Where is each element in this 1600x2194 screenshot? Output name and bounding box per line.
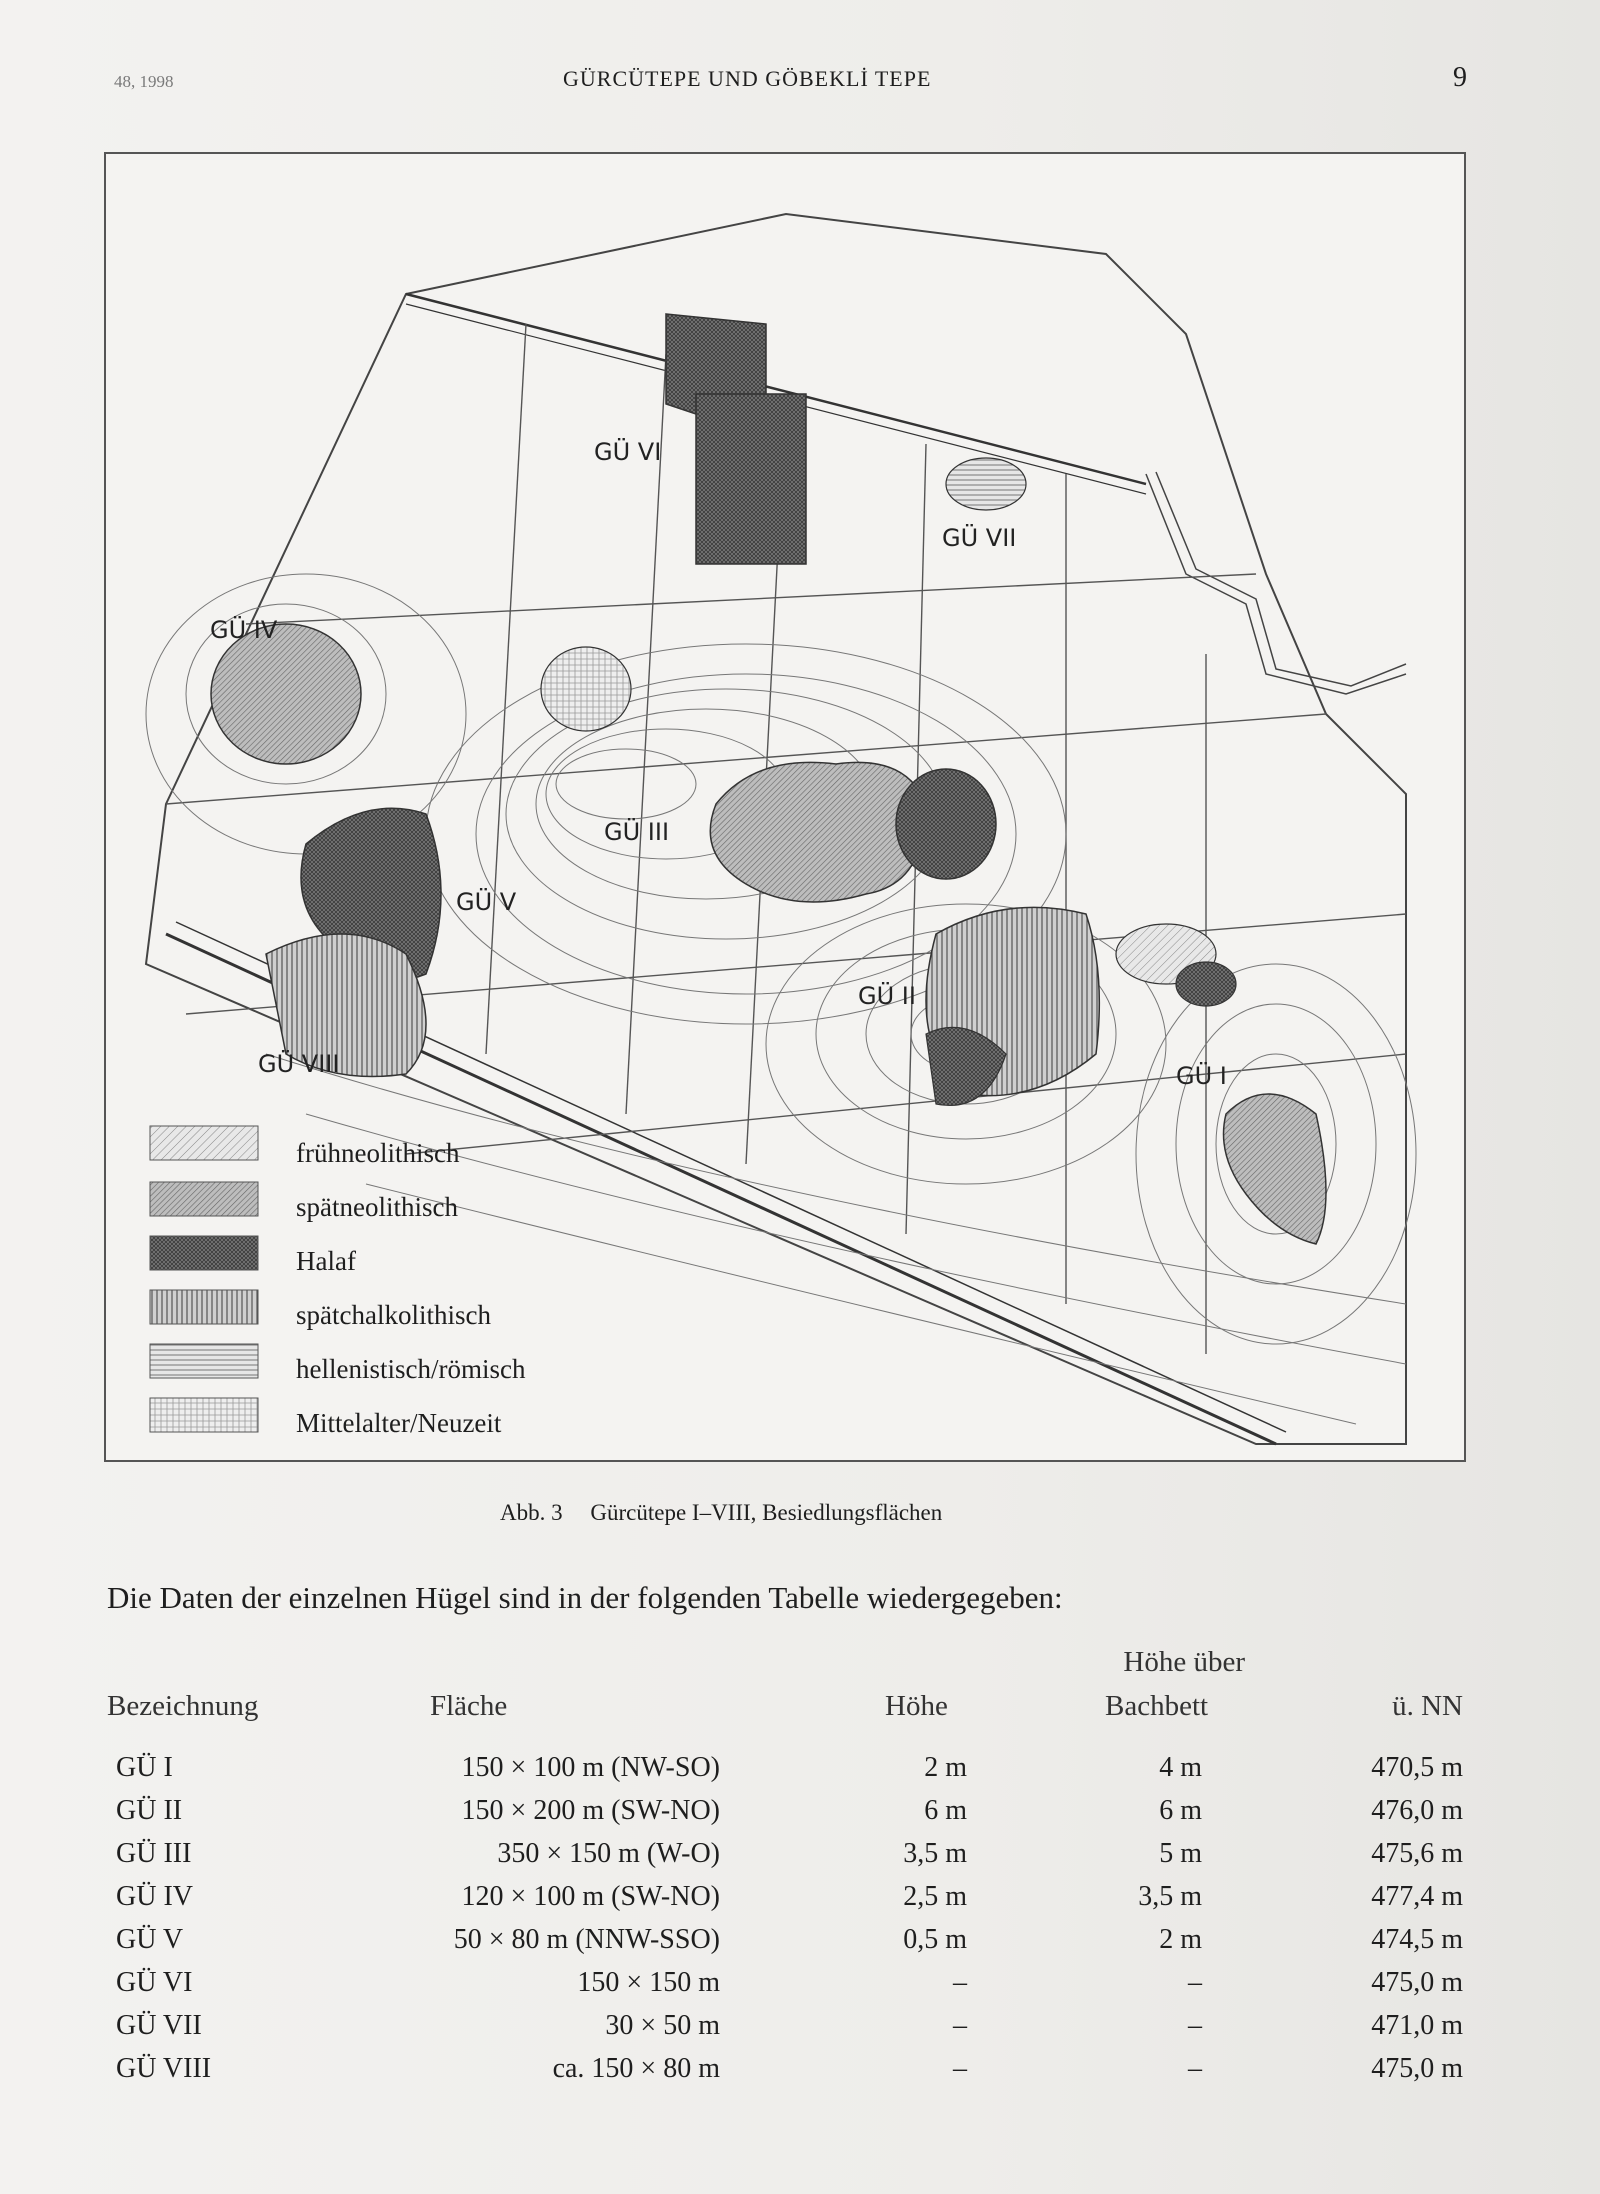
cell-bach: 6 m bbox=[1159, 1795, 1202, 1826]
cell-bach: 5 m bbox=[1159, 1838, 1202, 1869]
cell-bach: – bbox=[1188, 2010, 1202, 2041]
cell-height: 3,5 m bbox=[903, 1838, 967, 1869]
cell-name: GÜ IV bbox=[116, 1881, 193, 1912]
area-gu-iii-east bbox=[896, 769, 996, 879]
page-number: 9 bbox=[1453, 62, 1468, 93]
cell-name: GÜ III bbox=[116, 1838, 192, 1869]
site-label-gu-viii: GÜ VIII bbox=[258, 1050, 340, 1078]
figure-caption bbox=[500, 1500, 964, 1526]
cell-nn: 475,0 m bbox=[1371, 2053, 1463, 2084]
area-gu-vi bbox=[696, 394, 806, 564]
cell-area: 350 × 150 m (W-O) bbox=[497, 1838, 720, 1869]
cell-area: 120 × 100 m (SW-NO) bbox=[461, 1881, 720, 1912]
cell-bach: 3,5 m bbox=[1138, 1881, 1202, 1912]
header-bach-line1: Höhe über bbox=[1123, 1646, 1245, 1678]
site-label-gu-iv: GÜ IV bbox=[210, 616, 278, 644]
area-gu-vii bbox=[946, 458, 1026, 510]
legend-swatch-spaetchalkolithisch bbox=[150, 1290, 258, 1324]
area-gu-iii-medieval bbox=[541, 647, 631, 731]
cell-name: GÜ VIII bbox=[116, 2053, 212, 2084]
header-height: Höhe bbox=[885, 1690, 948, 1722]
legend-swatch-fruehneolithisch bbox=[150, 1126, 258, 1160]
cell-nn: 477,4 m bbox=[1371, 1881, 1463, 1912]
river bbox=[1146, 474, 1406, 694]
cell-name: GÜ VII bbox=[116, 2010, 202, 2041]
site-map-figure bbox=[104, 152, 1466, 1462]
cell-name: GÜ VI bbox=[116, 1967, 193, 1998]
legend-label: frühneolithisch bbox=[296, 1138, 460, 1168]
site-map bbox=[106, 154, 1464, 1460]
cell-height: 0,5 m bbox=[903, 1924, 967, 1955]
cell-nn: 470,5 m bbox=[1371, 1752, 1463, 1783]
header-nn: ü. NN bbox=[1392, 1690, 1463, 1722]
area-gu-i bbox=[1224, 1094, 1327, 1244]
legend-swatch-mittelalter bbox=[150, 1398, 258, 1432]
cell-area: 150 × 100 m (NW-SO) bbox=[461, 1752, 720, 1783]
site-label-gu-ii: GÜ II bbox=[858, 982, 916, 1010]
site-label-gu-vii: GÜ VII bbox=[942, 524, 1017, 552]
site-label-gu-v: GÜ V bbox=[456, 888, 517, 916]
running-title: GÜRCÜTEPE UND GÖBEKLİ TEPE bbox=[563, 66, 932, 91]
cell-nn: 475,6 m bbox=[1371, 1838, 1463, 1869]
cell-area: ca. 150 × 80 m bbox=[552, 2053, 720, 2084]
legend-swatch-halaf bbox=[150, 1236, 258, 1270]
cell-area: 150 × 200 m (SW-NO) bbox=[461, 1795, 720, 1826]
cell-nn: 474,5 m bbox=[1371, 1924, 1463, 1955]
cell-bach: – bbox=[1188, 2053, 1202, 2084]
cell-name: GÜ I bbox=[116, 1752, 173, 1783]
site-label-gu-iii: GÜ III bbox=[604, 818, 670, 846]
cell-name: GÜ II bbox=[116, 1795, 183, 1826]
area-gu-ii-east2 bbox=[1176, 962, 1236, 1006]
journal-volume: 48, 1998 bbox=[114, 72, 174, 91]
header-name: Bezeichnung bbox=[107, 1690, 259, 1722]
cell-bach: 4 m bbox=[1159, 1752, 1202, 1783]
cell-height: 2 m bbox=[924, 1752, 967, 1783]
cell-bach: – bbox=[1188, 1967, 1202, 1998]
legend-label: spätneolithisch bbox=[296, 1192, 458, 1222]
caption-number: Abb. 3 bbox=[500, 1500, 563, 1525]
header-bach-line2: Bachbett bbox=[1105, 1690, 1209, 1722]
cell-height: 6 m bbox=[924, 1795, 967, 1826]
site-label-gu-vi: GÜ VI bbox=[594, 438, 662, 466]
cell-nn: 471,0 m bbox=[1371, 2010, 1463, 2041]
legend-label: Halaf bbox=[296, 1246, 356, 1276]
legend-label: hellenistisch/römisch bbox=[296, 1354, 526, 1384]
cell-bach: 2 m bbox=[1159, 1924, 1202, 1955]
legend-swatch-spaetneolithisch bbox=[150, 1182, 258, 1216]
cell-height: 2,5 m bbox=[903, 1881, 967, 1912]
map-legend bbox=[150, 1126, 526, 1438]
caption-text: Gürcütepe I–VIII, Besiedlungsflächen bbox=[590, 1500, 943, 1525]
legend-label: Mittelalter/Neuzeit bbox=[296, 1408, 502, 1438]
intro-paragraph: Die Daten der einzelnen Hügel sind in der folgenden Tabelle wiedergegeben: bbox=[107, 1580, 1063, 1615]
area-gu-iii bbox=[710, 762, 926, 902]
cell-height: – bbox=[953, 2053, 967, 2084]
cell-area: 50 × 80 m (NNW-SSO) bbox=[453, 1924, 720, 1955]
legend-swatch-hellenistisch bbox=[150, 1344, 258, 1378]
cell-name: GÜ V bbox=[116, 1924, 184, 1955]
cell-height: – bbox=[953, 2010, 967, 2041]
area-gu-iv bbox=[211, 624, 361, 764]
cell-height: – bbox=[953, 1967, 967, 1998]
header-area: Fläche bbox=[430, 1690, 508, 1722]
cell-nn: 476,0 m bbox=[1371, 1795, 1463, 1826]
legend-label: spätchalkolithisch bbox=[296, 1300, 491, 1330]
site-label-gu-i: GÜ I bbox=[1176, 1062, 1227, 1090]
cell-nn: 475,0 m bbox=[1371, 1967, 1463, 1998]
cell-area: 30 × 50 m bbox=[605, 2010, 720, 2041]
cell-area: 150 × 150 m bbox=[577, 1967, 720, 1998]
